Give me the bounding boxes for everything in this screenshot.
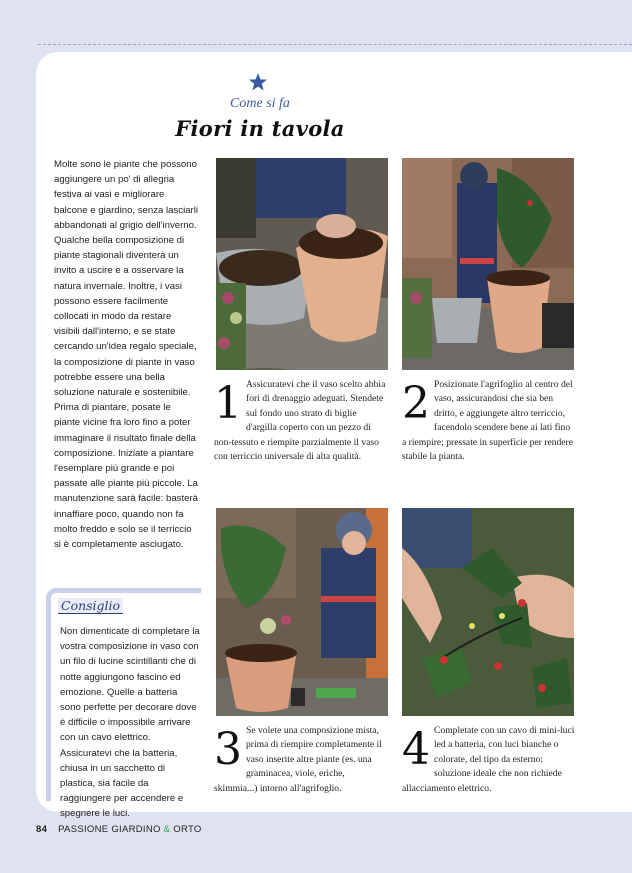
tip-label: Consiglio bbox=[58, 598, 123, 614]
page-title: Fiori in tavola bbox=[175, 116, 345, 141]
step-4-number: 4 bbox=[402, 724, 430, 775]
step-4-photo bbox=[402, 508, 574, 716]
step-1-number: 1 bbox=[214, 378, 242, 429]
magazine-ampersand: & bbox=[163, 824, 171, 835]
step-1-text: Assicuratevi che il vaso scelto abbia fori di drenaggio adeguati. Stendete sul fondo uno strato di biglie d'argilla coperto con un pezzo di non-tessuto e riempite parzialmente il vaso con terriccio universale di alta qualità. bbox=[214, 379, 386, 463]
intro-paragraph: Molte sono le piante che possono aggiungere un po' di allegria festiva ai vasi e migliorare balcone e giardino, senza lasciarli abbandonati al grigio dell'inverno. Qualche bella composizione di piante stagionali diventerà un invito a uscire e a osservare la natura invernale. Inoltre, i vasi possono essere facilmente collocati in modo da restare visibili dall'interno, e se state cercando un'idea regalo speciale, la composizione di piante in vaso potrebbe essere una bella soluzione naturale e sostenibile. Prima di piantare, posate le piante vicine fra loro fino a poter immaginare il risultato finale della composizione. Iniziate a piantare l'esemplare più grande e poi passate alle piante più piccole. La manutenzione sarà facile: basterà innaffiare poco, quando non fa molto freddo e solo se il terriccio si è completamente asciugato. bbox=[54, 159, 199, 551]
step-1 bbox=[214, 378, 388, 464]
tip-text: Non dimenticate di completare la vostra composizione in vaso con un filo di lucine scintillanti che di notte aggiungono fascino ed emozione. Quelle a batteria sono perfette per decorare dove è difficile o impossibile arrivare con un cavo elettrico. Assicuratevi che la batteria, chiusa in un sacchetto di plastica, sia facile da raggiungere per accendere e spegnere le luci. bbox=[60, 626, 200, 820]
step-4-text: Completate con un cavo di mini-luci led a batteria, con luci bianche o colorate, del tipo da esterno: soluzione ideale che non richiede allacciamento elettrico. bbox=[402, 725, 575, 794]
step-2-photo bbox=[402, 158, 574, 370]
step-2-number: 2 bbox=[402, 378, 430, 429]
step-3 bbox=[214, 724, 388, 796]
step-3-text: Se volete una composizione mista, prima di riempire completamente il vaso inserite altre piante (es. una graminacea, viole, eriche, skimmia...) intorno all'agrifoglio. bbox=[214, 725, 382, 794]
magazine-name-part2: ORTO bbox=[173, 824, 202, 835]
tip-box bbox=[46, 588, 200, 820]
section-kicker: Come si fa bbox=[230, 96, 290, 111]
step-3-photo bbox=[216, 508, 388, 716]
step-4 bbox=[402, 724, 576, 796]
step-2 bbox=[402, 378, 576, 464]
step-3-number: 3 bbox=[214, 724, 242, 775]
top-dashed-rule bbox=[38, 44, 632, 45]
magazine-name-part1: PASSIONE GIARDINO bbox=[58, 824, 161, 835]
step-2-text: Posizionate l'agrifoglio al centro del vaso, assicurandosi che sia ben dritto, e aggiungete altro terriccio, facendolo scendere bene ai lati fino a riempire; pressate in superficie per rendere stabile la pianta. bbox=[402, 379, 574, 463]
step-1-photo bbox=[216, 158, 388, 370]
star-icon bbox=[248, 72, 268, 92]
page-number: 84 bbox=[36, 824, 48, 835]
page-footer bbox=[36, 824, 202, 835]
